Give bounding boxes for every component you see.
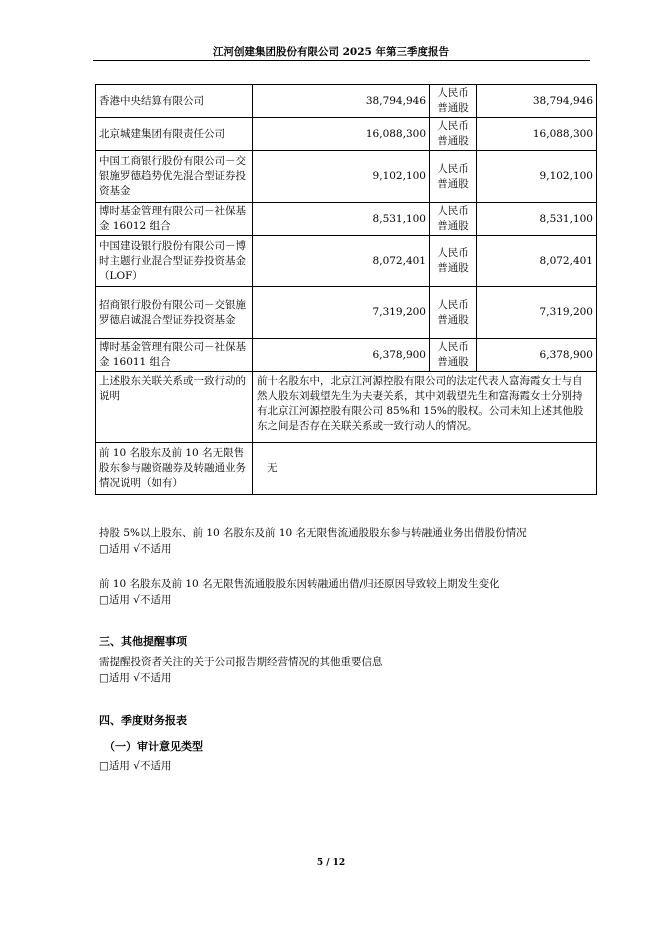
relation-row (96, 372, 597, 443)
section3-option: □适用 √不适用 (99, 672, 172, 684)
share-type: 人民币普通股 (430, 151, 477, 203)
share-type: 人民币普通股 (430, 118, 477, 151)
holder-name: 中国建设银行股份有限公司－博时主题行业混合型证券投资基金（LOF） (96, 236, 253, 287)
share-quantity: 8,531,100 (477, 203, 597, 236)
share-type: 人民币普通股 (430, 203, 477, 236)
change-note-option: □适用 √不适用 (99, 594, 172, 606)
holder-name: 博时基金管理有限公司－社保基金 16011 组合 (96, 339, 253, 372)
holder-shares: 6,378,900 (253, 339, 430, 372)
relation-text: 前十名股东中，北京江河源控股有限公司的法定代表人富海霞女士与自然人股东刘载望先生为夫妻关系，其中刘载望先生和富海霞女士分别持有北京江河源控股有限公司 85%和 15%的股权。公司未知上述其他股东之间是否存在关联关系或一致行动人的情况。 (253, 372, 597, 443)
holder-shares: 38,794,946 (253, 85, 430, 118)
holder-name: 招商银行股份有限公司－交银施罗德启诚混合型证券投资基金 (96, 287, 253, 339)
section3-text: 需提醒投资者关注的关于公司报告期经营情况的其他重要信息 (99, 656, 383, 668)
share-type: 人民币普通股 (430, 85, 477, 118)
table-row (96, 151, 597, 203)
share-quantity: 8,072,401 (477, 236, 597, 287)
section4-subheading: （一）审计意见类型 (104, 740, 203, 753)
holder-name: 中国工商银行股份有限公司－交银施罗德趋势优先混合型证券投资基金 (96, 151, 253, 203)
share-quantity: 6,378,900 (477, 339, 597, 372)
section4-option: □适用 √不适用 (99, 760, 172, 772)
table-row (96, 287, 597, 339)
holder-shares: 8,531,100 (253, 203, 430, 236)
lending-note-title: 持股 5%以上股东、前 10 名股东及前 10 名无限售流通股股东参与转融通业务出借股份情况 (99, 527, 527, 539)
margin-row (96, 443, 597, 495)
share-type: 人民币普通股 (430, 287, 477, 339)
lending-note-option: □适用 √不适用 (99, 543, 172, 555)
margin-text: 无 (253, 443, 597, 495)
holder-shares: 9,102,100 (253, 151, 430, 203)
margin-label: 前 10 名股东及前 10 名无限售股东参与融资融券及转融通业务情况说明（如有） (96, 443, 253, 495)
share-quantity: 9,102,100 (477, 151, 597, 203)
section3-heading: 三、其他提醒事项 (99, 635, 187, 648)
table-row (96, 203, 597, 236)
share-quantity: 38,794,946 (477, 85, 597, 118)
holder-name: 北京城建集团有限责任公司 (96, 118, 253, 151)
holder-shares: 7,319,200 (253, 287, 430, 339)
page-number: 5 / 12 (316, 858, 346, 868)
header-rule (93, 60, 590, 61)
holder-name: 博时基金管理有限公司－社保基金 16012 组合 (96, 203, 253, 236)
share-type: 人民币普通股 (430, 236, 477, 287)
section4-heading: 四、季度财务报表 (99, 714, 187, 727)
shareholder-table (95, 84, 597, 495)
report-header: 江河创建集团股份有限公司 2025 年第三季度报告 (212, 46, 450, 58)
table-row (96, 118, 597, 151)
holder-shares: 16,088,300 (253, 118, 430, 151)
change-note-title: 前 10 名股东及前 10 名无限售流通股股东因转融通出借/归还原因导致较上期发生变化 (99, 578, 500, 590)
share-type: 人民币普通股 (430, 339, 477, 372)
relation-label: 上述股东关联关系或一致行动的说明 (96, 372, 253, 443)
table-row (96, 339, 597, 372)
table-row (96, 85, 597, 118)
holder-name: 香港中央结算有限公司 (96, 85, 253, 118)
share-quantity: 16,088,300 (477, 118, 597, 151)
table-row (96, 236, 597, 287)
holder-shares: 8,072,401 (253, 236, 430, 287)
share-quantity: 7,319,200 (477, 287, 597, 339)
